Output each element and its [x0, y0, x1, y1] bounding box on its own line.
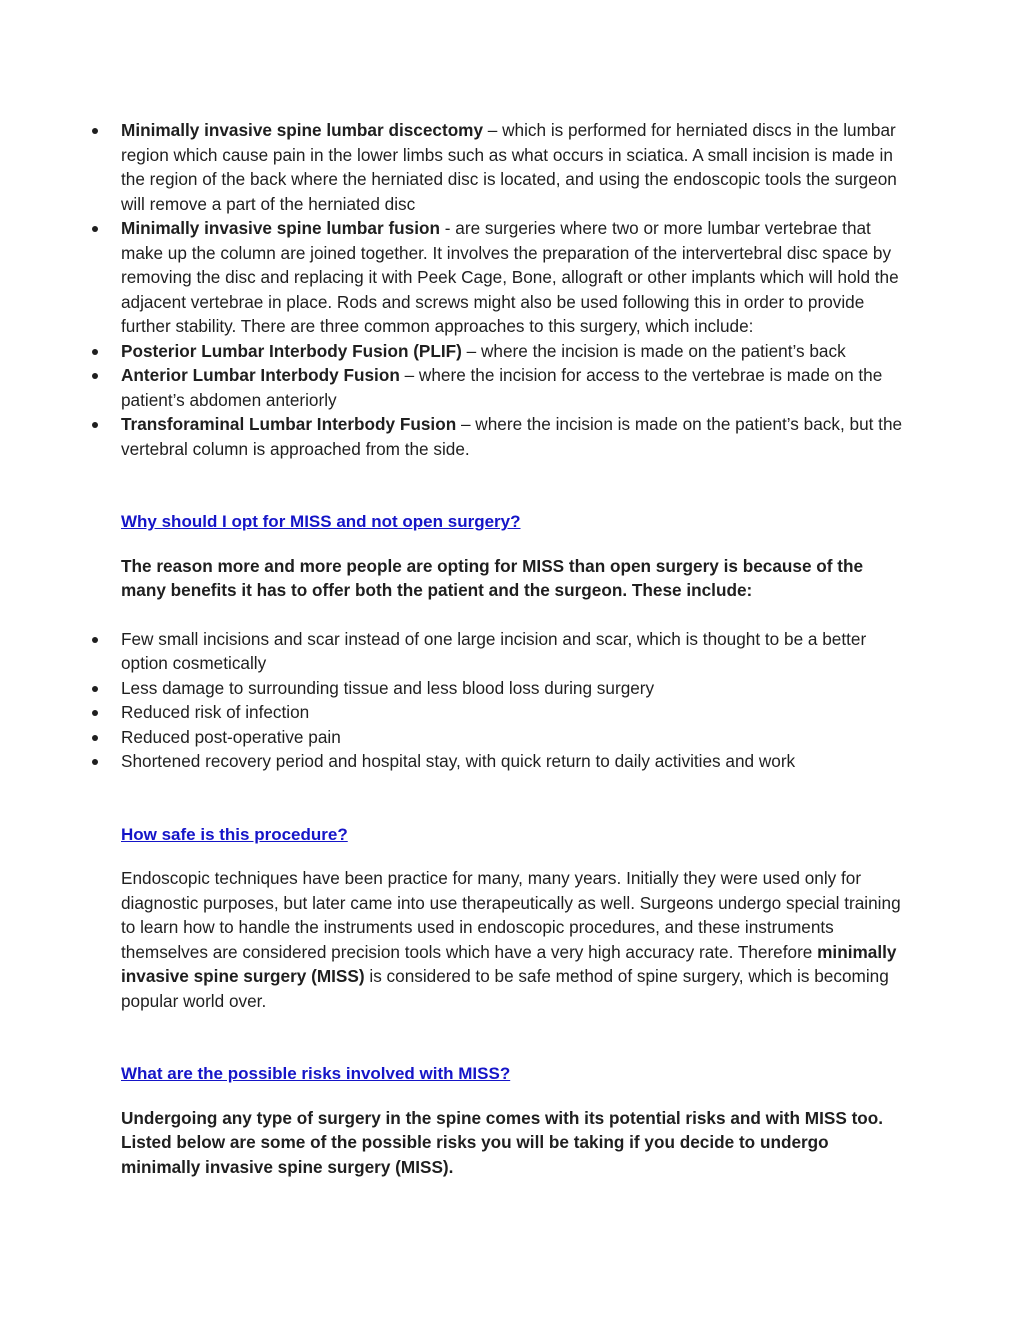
- document-content: [121, 118, 911, 1179]
- list-item: [121, 339, 911, 364]
- procedure-description: – where the incision is made on the patient’s back, but the vertebral column is approached from the side.: [121, 414, 903, 459]
- procedure-list: [121, 118, 911, 461]
- procedure-description: – where the incision is made on the patient’s back: [461, 340, 846, 361]
- list-item: [121, 216, 911, 339]
- risks-intro: Undergoing any type of surgery in the spine comes with its potential risks and with MISS too. Listed below are some of the possible risks you will be taking if you decide to undergo minimally invasive spine surgery (MISS).: [121, 1107, 884, 1177]
- procedure-description: – which is performed for herniated discs in the lumbar region which cause pain in the lower limbs such as what occurs in sciatica. A small incision is made in the region of the back where the herniated disc is located, and using the endoscopic tools the surgeon will remove a part of the herniated disc: [121, 120, 897, 214]
- safety-text-bold: minimally invasive spine surgery (MISS): [121, 941, 897, 986]
- list-item: Shortened recovery period and hospital stay, with quick return to daily activities and work: [121, 749, 911, 774]
- document-page: [0, 118, 1024, 1179]
- why-miss-intro: The reason more and more people are opting for MISS than open surgery is because of the many benefits it has to offer both the patient and the surgeon. These include:: [121, 555, 864, 600]
- risks-heading-link[interactable]: What are the possible risks involved with MISS?: [121, 1064, 511, 1083]
- list-item: Reduced post-operative pain: [121, 725, 911, 750]
- list-item: [121, 363, 911, 412]
- safety-paragraph: [121, 866, 911, 1013]
- list-item: Less damage to surrounding tissue and less blood loss during surgery: [121, 676, 911, 701]
- procedure-title: Anterior Lumbar Interbody Fusion: [121, 365, 400, 385]
- safety-heading-link[interactable]: How safe is this procedure?: [121, 824, 348, 844]
- why-miss-heading-link[interactable]: Why should I opt for MISS and not open surgery?: [121, 512, 521, 531]
- safety-text-end: is considered to be safe method of spine surgery, which is becoming popular world over.: [121, 966, 889, 1011]
- procedure-title: Minimally invasive spine lumbar discectomy: [121, 120, 484, 140]
- safety-text-start: Endoscopic techniques have been practice for many, many years. Initially they were used only for diagnostic purposes, but later came into use therapeutically as well. Surgeons undergo special training to learn how to handle the instruments used in endoscopic procedures, and these instruments themselves are considered precision tools which have a very high accuracy rate. Therefore: [121, 868, 901, 962]
- list-item: Few small incisions and scar instead of one large incision and scar, which is thought to be a better option cosmetically: [121, 627, 911, 676]
- procedure-title: Posterior Lumbar Interbody Fusion (PLIF): [121, 340, 462, 361]
- list-item: Reduced risk of infection: [121, 700, 911, 725]
- procedure-title: Transforaminal Lumbar Interbody Fusion: [121, 414, 457, 434]
- procedure-title: Minimally invasive spine lumbar fusion: [121, 218, 441, 238]
- list-item: [121, 412, 911, 461]
- benefits-list: [121, 627, 911, 774]
- procedure-description: - are surgeries where two or more lumbar vertebrae that make up the column are joined together. It involves the preparation of the intervertebral disc space by removing the disc and replacing it with Peek Cage, Bone, allograft or other implants which will hold the adjacent vertebrae in place. Rods and screws might also be used following this in order to provide further stability. There are three common approaches to this surgery, which include:: [121, 218, 899, 336]
- list-item: [121, 118, 911, 216]
- procedure-description: – where the incision for access to the vertebrae is made on the patient’s abdomen anteriorly: [121, 365, 883, 410]
